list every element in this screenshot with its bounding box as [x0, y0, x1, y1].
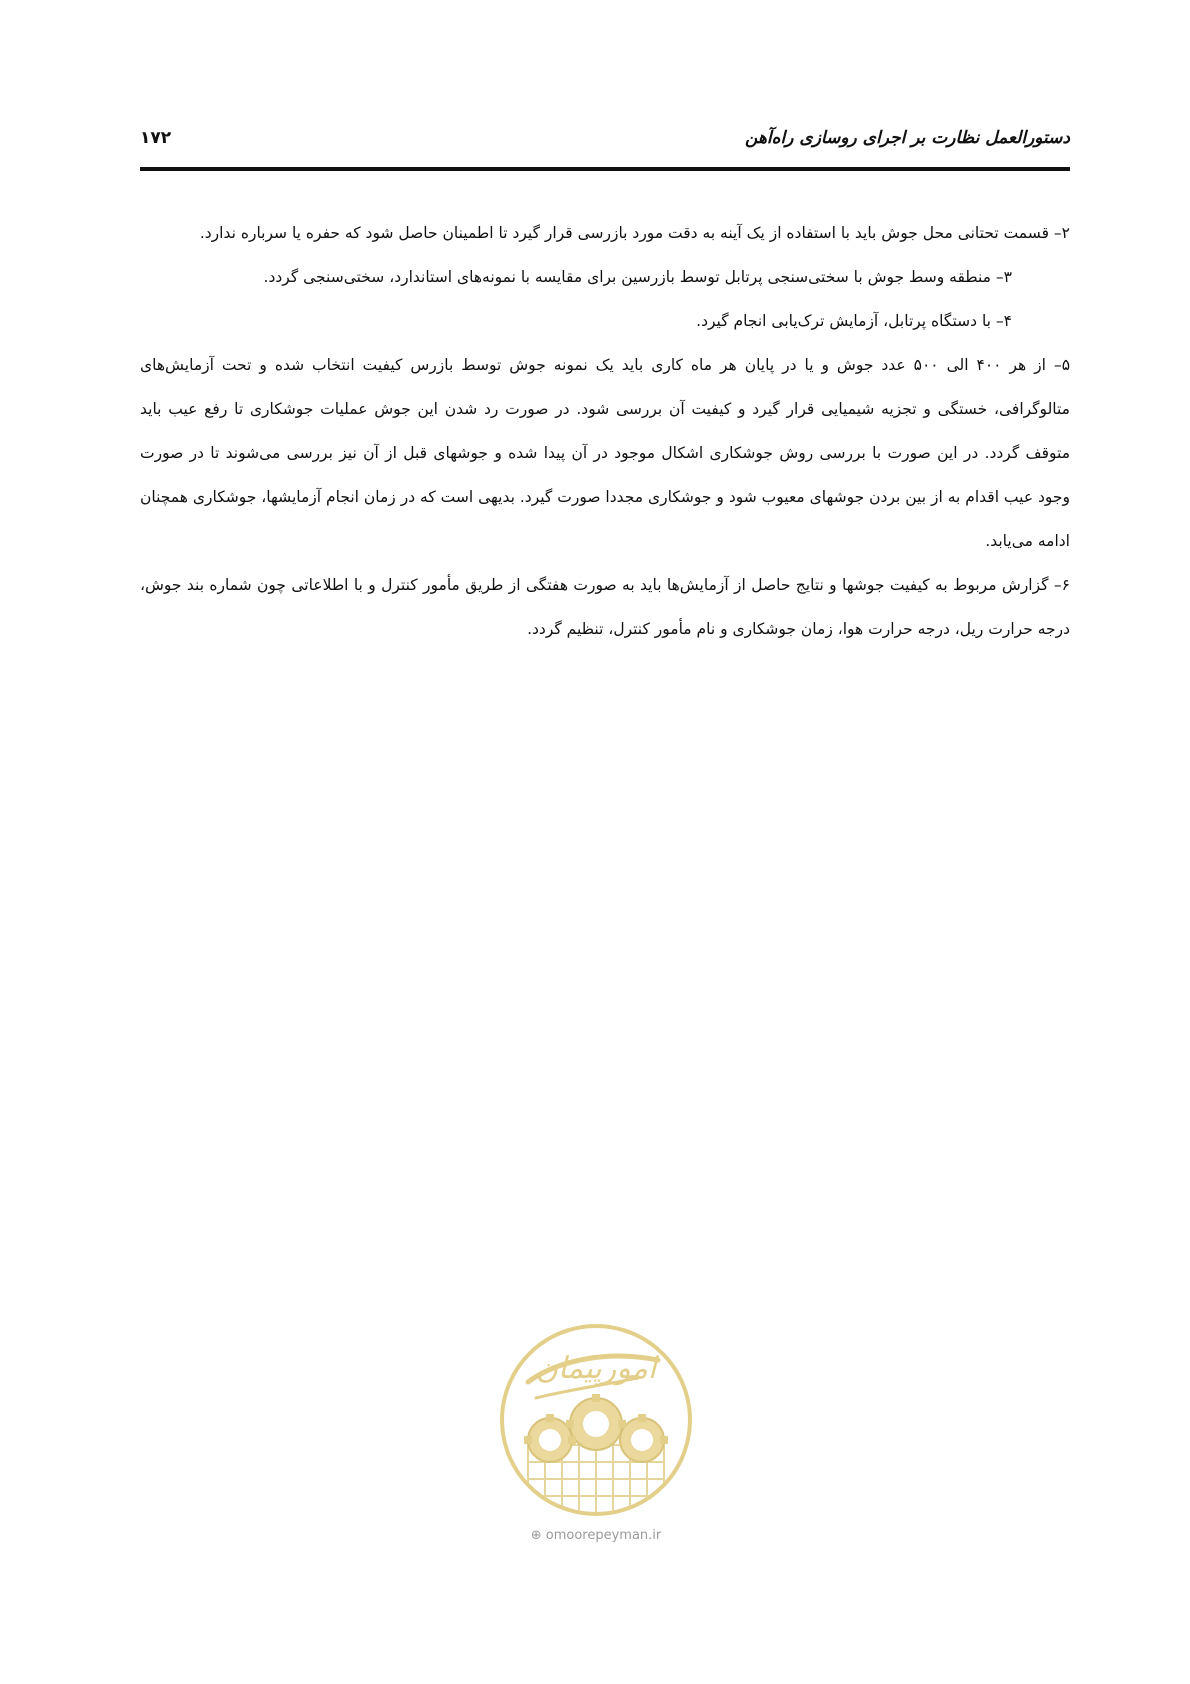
- logo-text: امورپیمان: [535, 1351, 657, 1386]
- paragraph-3: ۳– منطقه وسط جوش با سختی‌سنجی پرتابل توسط بازرسین برای مقایسه با نمونه‌های استاندارد، سختی‌سنجی گردد.: [263, 268, 1012, 286]
- running-title: دستورالعمل نظارت بر اجرای روسازی راه‌آهن: [745, 128, 1070, 148]
- gears-and-building-logo-icon: [488, 1320, 704, 1525]
- page-number: ۱۷۲: [140, 128, 172, 148]
- paragraph-6: ۶– گزارش مربوط به کیفیت جوشها و نتایج حاصل از آزمایش‌ها باید به صورت هفتگی از طریق مأمور کنترل و با اطلاعاتی چون شماره بند جوش، درجه حرارت ریل، درجه حرارت هوا، زمان جوشکاری و نام مأمور کنترل، تنظیم گردد.: [140, 576, 1070, 638]
- watermark-url-text: omoorepeyman.ir: [545, 1528, 662, 1543]
- paragraph-2: ۲– قسمت تحتانی محل جوش باید با استفاده از یک آینه به دقت مورد بازرسی قرار گیرد تا اطمینان حاصل شود که حفره یا سرباره ندارد.: [199, 224, 1070, 242]
- watermark-url: [488, 1528, 704, 1543]
- watermark-logo: [488, 1320, 704, 1560]
- page-header: [140, 122, 1070, 162]
- body-text: [140, 211, 1070, 651]
- header-rule: [140, 167, 1070, 171]
- globe-icon: ⊕: [530, 1528, 542, 1543]
- paragraph-4: ۴– با دستگاه پرتابل، آزمایش ترک‌یابی انجام گیرد.: [696, 312, 1012, 330]
- paragraph-5: ۵– از هر ۴۰۰ الی ۵۰۰ عدد جوش و یا در پایان هر ماه کاری باید یک نمونه جوش توسط بازرس کیفیت انتخاب شده و تحت آزمایش‌های متالوگرافی، خستگی و تجزیه شیمیایی قرار گیرد و کیفیت آن بررسی شود. در صورت رد شدن این جوش عملیات جوشکاری تا رفع عیب باید متوقف گردد. در این صورت با بررسی روش جوشکاری اشکال موجود در آن پیدا شده و جوشهای قبل از آن نیز بررسی می‌شوند تا در صورت وجود عیب اقدام به از بین بردن جوشهای معیوب شود و جوشکاری مجددا صورت گیرد. بدیهی است که در زمان انجام آزمایشها، جوشکاری همچنان ادامه می‌یابد.: [140, 356, 1071, 550]
